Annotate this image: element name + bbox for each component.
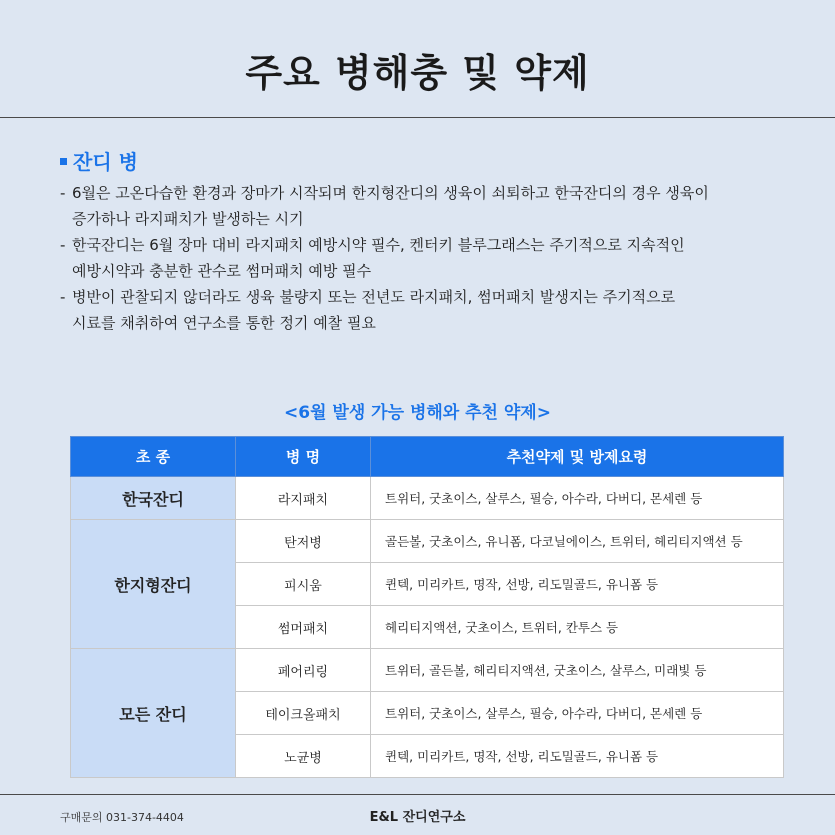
bullet-line: 병반이 관찰되지 않더라도 생육 불량지 또는 전년도 라지패치, 썸머패치 발생지는 주기적으로 [72,288,676,306]
table-row [71,649,784,692]
page-title: 주요 병해충 및 약제 [245,51,590,95]
dash-marker: - [60,184,66,202]
top-divider [0,117,835,118]
drugs-cell: 골든볼, 굿초이스, 유니폼, 다코닐에이스, 트위터, 헤리티지액션 등 [371,520,784,563]
drugs-cell: 트위터, 굿초이스, 살루스, 필승, 아수라, 다버디, 몬세렌 등 [371,692,784,735]
disease-cell: 노균병 [236,735,371,778]
drugs-cell: 퀸텍, 미리카트, 명작, 선방, 리도밀골드, 유니폼 등 [371,735,784,778]
disease-cell: 탄저병 [236,520,371,563]
disease-cell: 썸머패치 [236,606,371,649]
bullet-line: 증가하나 라지패치가 발생하는 시기 [72,210,304,228]
table-caption: <6월 발생 가능 병해와 추천 약제> [284,403,551,423]
bullet-item [60,180,800,232]
dash-marker: - [60,236,66,254]
disease-cell: 테이크올패치 [236,692,371,735]
dash-marker: - [60,288,66,306]
drugs-cell: 트위터, 골든볼, 헤리티지액션, 굿초이스, 살루스, 미래빛 등 [371,649,784,692]
table-header-row [71,437,784,477]
bullet-item [60,284,800,336]
bullet-line: 한국잔디는 6월 장마 대비 라지패치 예방시약 필수, 켄터키 블루그래스는 주기적으로 지속적인 [72,236,685,254]
table-row [71,477,784,520]
drugs-cell: 트위터, 굿초이스, 살루스, 필승, 아수라, 다버디, 몬세렌 등 [371,477,784,520]
disease-cell: 페어리링 [236,649,371,692]
square-bullet-icon [60,158,67,165]
section-heading-text: 잔디 병 [73,150,138,174]
column-header-drugs: 추천약제 및 방제요령 [371,437,784,477]
grass-type-cell: 한지형잔디 [71,520,236,649]
bullet-list [60,180,800,336]
bullet-item [60,232,800,284]
bottom-divider [0,794,835,795]
contact-info: 구매문의 031-374-4404 [60,811,184,824]
bullet-line: 6월은 고온다습한 환경과 장마가 시작되며 한지형잔디의 생육이 쇠퇴하고 한국잔디의 경우 생육이 [72,184,709,202]
brand-name: E&L 잔디연구소 [369,810,466,825]
bullet-line: 예방시약과 충분한 관수로 썸머패치 예방 필수 [72,262,372,280]
column-header-kind: 초 종 [71,437,236,477]
disease-table [70,436,784,778]
table-row [71,520,784,563]
disease-cell: 라지패치 [236,477,371,520]
disease-cell: 피시움 [236,563,371,606]
section-heading [60,146,138,175]
drugs-cell: 퀸텍, 미리카트, 명작, 선방, 리도밀골드, 유니폼 등 [371,563,784,606]
bullet-line: 시료를 채취하여 연구소를 통한 정기 예찰 필요 [72,314,376,332]
drugs-cell: 헤리티지액션, 굿초이스, 트위터, 칸투스 등 [371,606,784,649]
grass-type-cell: 한국잔디 [71,477,236,520]
grass-type-cell: 모든 잔디 [71,649,236,778]
column-header-disease: 병 명 [236,437,371,477]
